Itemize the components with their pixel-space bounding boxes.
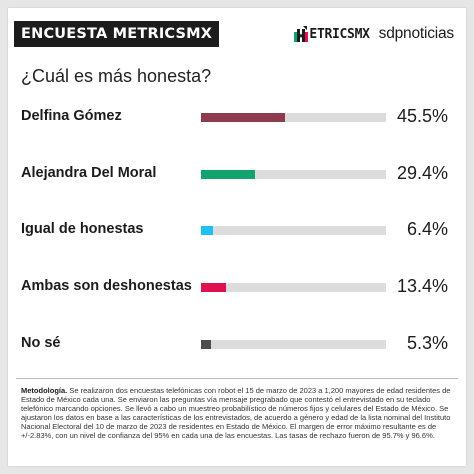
category-label: Igual de honestas bbox=[21, 221, 144, 237]
value-label: 45.5% bbox=[396, 106, 448, 126]
metricsmx-logo-text: ETRICSMX bbox=[309, 27, 370, 42]
survey-tag: ENCUESTA METRICSMX bbox=[14, 21, 219, 47]
value-label: 29.4% bbox=[396, 163, 448, 183]
logos bbox=[294, 22, 454, 46]
bar-track bbox=[201, 170, 386, 179]
bar-track bbox=[201, 113, 386, 122]
divider bbox=[16, 378, 458, 379]
chart-row bbox=[8, 106, 466, 130]
chart-row bbox=[8, 276, 466, 300]
metricsmx-logo-icon bbox=[294, 26, 308, 42]
sdpnoticias-logo: sdpnoticias bbox=[378, 25, 454, 42]
chart-row bbox=[8, 219, 466, 243]
bar-track bbox=[201, 226, 386, 235]
methodology-text: Se realizaron dos encuestas telefónicas con robot el 15 de marzo de 2023 a 1,200 mayores de edad residentes de Estado de México cada una. Se enviaron las preguntas vía mensaje pregrabado que contestó el entrevistado en su teclado telefónico marcando opciones. Se llevó a cabo un muestreo probabilístico de números fijos y celulares del Estado de México. Se ajustaron los datos en base a las características de los entrevistados, de acuerdo a género y edad de la lista nominal del Instituto Nacional Electoral del 10 de marzo de 2023 de residentes en Estado de México. El margen de error máximo resultante es de +/-2.83%, con un nivel de confianza del 95% en cada una de las encuestas. Las tasas de rechazo fueron de 95.7% y 96.6%. bbox=[21, 386, 451, 441]
category-label: Alejandra Del Moral bbox=[21, 165, 157, 181]
value-label: 6.4% bbox=[406, 219, 448, 239]
category-label: Ambas son deshonestas bbox=[21, 278, 192, 294]
bar bbox=[201, 226, 213, 235]
category-label: No sé bbox=[21, 335, 61, 351]
bar-track bbox=[201, 283, 386, 292]
bar bbox=[201, 340, 211, 349]
bar-track bbox=[201, 340, 386, 349]
bar bbox=[201, 113, 285, 122]
value-label: 13.4% bbox=[396, 276, 448, 296]
question-title: ¿Cuál es más honesta? bbox=[21, 66, 212, 86]
methodology-label: Metodología. bbox=[21, 386, 68, 395]
value-label: 5.3% bbox=[406, 333, 448, 353]
chart-row bbox=[8, 163, 466, 187]
survey-card bbox=[8, 8, 466, 466]
metricsmx-logo bbox=[294, 26, 369, 42]
bar bbox=[201, 170, 255, 179]
bar bbox=[201, 283, 226, 292]
chart-row bbox=[8, 333, 466, 357]
category-label: Delfina Gómez bbox=[21, 108, 122, 124]
methodology-note bbox=[21, 386, 453, 441]
